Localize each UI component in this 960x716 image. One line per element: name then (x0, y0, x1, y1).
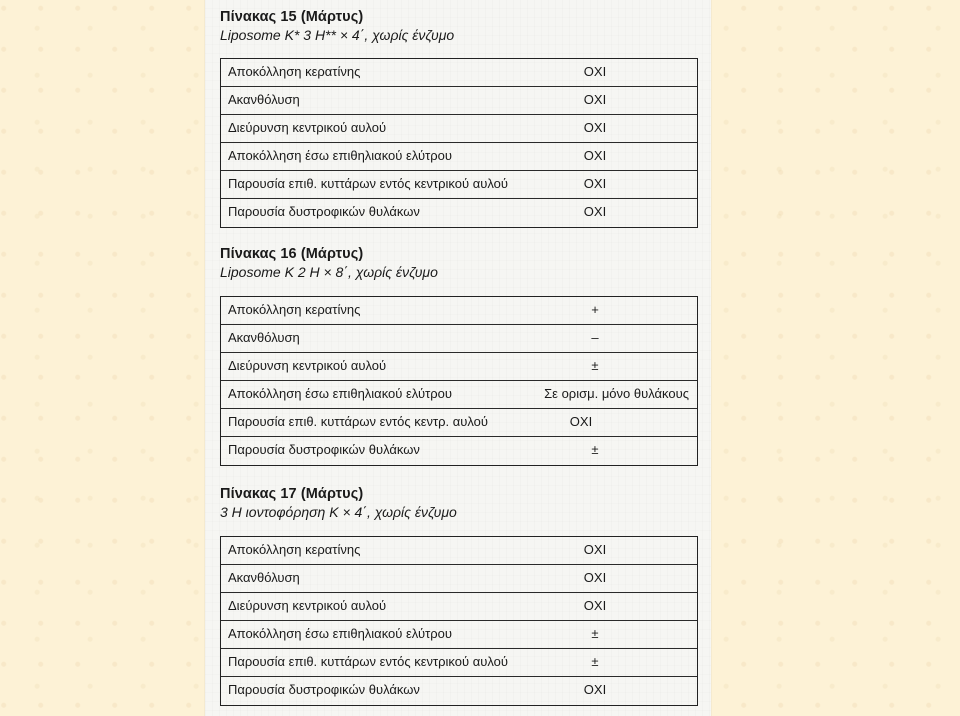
table-block-15 (220, 8, 698, 219)
row-label: Ακανθόλυση (228, 330, 300, 345)
row-value: ΟΧΙ (583, 542, 607, 557)
table-row (221, 325, 697, 353)
row-label: Αποκόλληση κερατίνης (228, 64, 361, 79)
row-label: Αποκόλληση έσω επιθηλιακού ελύτρου (228, 626, 452, 641)
row-label: Διεύρυνση κεντρικού αυλού (228, 120, 387, 135)
row-label: Ακανθόλυση (228, 92, 300, 107)
row-value: ΟΧΙ (583, 598, 607, 613)
row-label: Αποκόλληση κερατίνης (228, 302, 361, 317)
row-label: Παρουσία επιθ. κυττάρων εντός κεντρικού αυλού (228, 176, 508, 191)
row-value: + (591, 302, 599, 317)
table-row (221, 677, 697, 705)
table-row (221, 565, 697, 593)
table-block-16 (220, 245, 698, 457)
data-table-16 (220, 296, 698, 466)
row-label: Αποκόλληση έσω επιθηλιακού ελύτρου (228, 148, 452, 163)
row-label: Ακανθόλυση (228, 570, 300, 585)
table-row (221, 171, 697, 199)
row-value: ΟΧΙ (583, 64, 607, 79)
row-value: ± (591, 654, 599, 669)
row-label: Διεύρυνση κεντρικού αυλού (228, 598, 387, 613)
table-title: Πίνακας 17 (Μάρτυς) (220, 486, 364, 502)
table-subtitle: Liposome K* 3 H** × 4΄, χωρίς ένζυμο (220, 27, 455, 43)
row-value: ΟΧΙ (583, 682, 607, 697)
table-row (221, 381, 697, 409)
table-row (221, 59, 697, 87)
table-row (221, 437, 697, 465)
row-label: Παρουσία δυστροφικών θυλάκων (228, 682, 420, 697)
table-row (221, 353, 697, 381)
table-row (221, 143, 697, 171)
row-value: – (591, 330, 599, 345)
table-row (221, 537, 697, 565)
data-table-15 (220, 58, 698, 228)
table-block-17 (220, 485, 698, 697)
table-row (221, 649, 697, 677)
table-row (221, 87, 697, 115)
row-value: ΟΧΙ (583, 204, 607, 219)
data-table-17 (220, 536, 698, 706)
row-value: ± (591, 626, 599, 641)
row-label: Αποκόλληση έσω επιθηλιακού ελύτρου (228, 386, 452, 401)
table-title: Πίνακας 15 (Μάρτυς) (220, 9, 364, 25)
table-row (221, 409, 697, 437)
table-subtitle: Liposome K 2 H × 8΄, χωρίς ένζυμο (220, 264, 438, 280)
row-value: ± (591, 358, 599, 373)
row-value: ΟΧΙ (583, 92, 607, 107)
row-value: ΟΧΙ (583, 148, 607, 163)
table-subtitle: 3 H ιοντοφόρηση K × 4΄, χωρίς ένζυμο (220, 504, 457, 520)
table-title: Πίνακας 16 (Μάρτυς) (220, 246, 364, 262)
row-value: ΟΧΙ (583, 176, 607, 191)
row-value: ± (591, 442, 599, 457)
table-row (221, 115, 697, 143)
table-row (221, 199, 697, 227)
row-value: ΟΧΙ (583, 120, 607, 135)
row-value: ΟΧΙ (569, 414, 593, 429)
row-label: Παρουσία επιθ. κυττάρων εντός κεντρ. αυλού (228, 414, 489, 429)
table-row (221, 297, 697, 325)
row-value: Σε ορισμ. μόνο θυλάκους (544, 386, 689, 401)
row-value: ΟΧΙ (583, 570, 607, 585)
row-label: Αποκόλληση κερατίνης (228, 542, 361, 557)
row-label: Παρουσία επιθ. κυττάρων εντός κεντρικού αυλού (228, 654, 508, 669)
table-row (221, 593, 697, 621)
row-label: Διεύρυνση κεντρικού αυλού (228, 358, 387, 373)
scanned-page (205, 0, 711, 716)
row-label: Παρουσία δυστροφικών θυλάκων (228, 442, 420, 457)
row-label: Παρουσία δυστροφικών θυλάκων (228, 204, 420, 219)
table-row (221, 621, 697, 649)
